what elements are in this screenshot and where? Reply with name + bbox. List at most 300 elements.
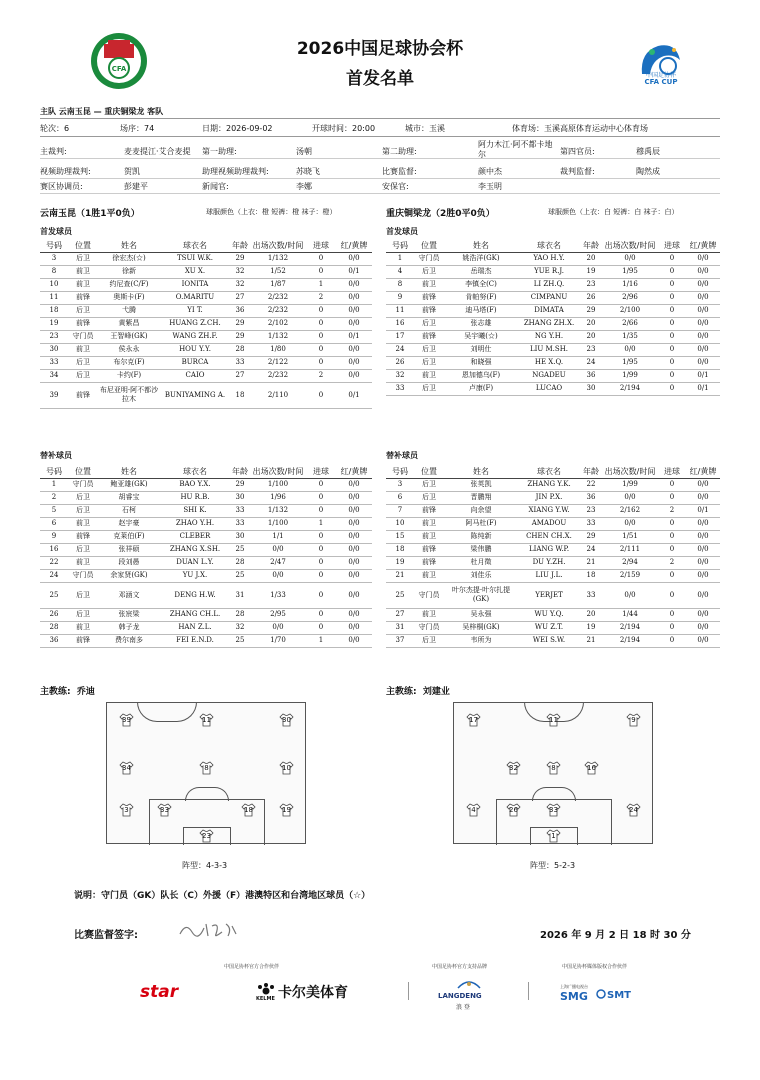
table-cell: 0/0 (250, 569, 306, 582)
official-name: 苏晓飞 (296, 167, 320, 176)
table-cell: ZHANG X.SH. (160, 543, 230, 556)
table-cell: 0 (306, 356, 336, 369)
table-cell: 1 (40, 478, 68, 491)
teams-line: 主队 云南玉昆 — 重庆铜梁龙 客队 (40, 107, 164, 116)
table-cell: 0 (306, 478, 336, 491)
table-row (40, 356, 372, 369)
table-cell: 1/132 (250, 504, 306, 517)
table-cell: 0/0 (686, 608, 720, 621)
column-header: 球衣名 (518, 466, 580, 478)
table-cell: 0/0 (686, 291, 720, 304)
official-role: 新闻官: (202, 182, 229, 191)
home-formation: 阵型：4-3-3 (182, 861, 228, 870)
table-cell: 0/0 (602, 252, 658, 265)
jersey-number: 18 (244, 806, 253, 814)
table-cell: 18 (40, 304, 68, 317)
table-row (40, 530, 372, 543)
table-cell: 梁伟鹏 (444, 543, 518, 556)
home-starters-label: 首发球员 (40, 227, 72, 236)
column-header: 进球 (306, 240, 336, 252)
table-cell: 32 (230, 621, 250, 634)
table-cell: 0/0 (686, 252, 720, 265)
table-cell: 24 (580, 543, 602, 556)
table-cell: 0 (658, 569, 686, 582)
pitch-penalty-arc (532, 787, 576, 801)
official-role: 主裁判: (40, 147, 67, 156)
jersey-marker (546, 829, 561, 843)
away-subs-label: 替补球员 (386, 451, 418, 460)
page-title: 2026中国足球协会杯 (296, 39, 464, 59)
kickoff-label: 开球时间： (312, 124, 352, 133)
table-cell: 1/132 (250, 252, 306, 265)
away-formation: 阵型：5-2-3 (530, 861, 576, 870)
table-cell: 0 (658, 330, 686, 343)
table-cell: JIN P.X. (518, 491, 580, 504)
table-cell: 0 (306, 330, 336, 343)
table-cell: 33 (40, 356, 68, 369)
away-team-title: 重庆铜梁龙（2胜0平0负） (386, 209, 495, 219)
table-cell: 30 (40, 343, 68, 356)
table-cell: 29 (230, 330, 250, 343)
table-cell: O.MARITU (160, 291, 230, 304)
round-value: 6 (64, 124, 70, 133)
column-header: 出场次数/时间 (602, 240, 658, 252)
table-cell: 黄紫昌 (98, 317, 160, 330)
venue-label: 体育场： (512, 124, 544, 133)
column-header: 位置 (68, 466, 98, 478)
signature-label: 比赛监督签字: (74, 930, 138, 941)
official-role: 安保官: (382, 182, 409, 191)
city-label: 城市： (405, 124, 429, 133)
table-cell: WEI S.W. (518, 634, 580, 647)
table-cell: 0 (658, 278, 686, 291)
table-cell: 1/33 (250, 582, 306, 608)
table-cell: 0 (658, 291, 686, 304)
jersey-marker (466, 803, 481, 817)
away-coach (386, 684, 450, 697)
table-row (40, 252, 372, 265)
star-logo: star (140, 982, 179, 1002)
table-cell: 后卫 (414, 634, 444, 647)
table-cell: 吴宇曦(☆) (444, 330, 518, 343)
table-cell: 8 (40, 265, 68, 278)
table-cell: 1/99 (602, 478, 658, 491)
away-coach-label: 主教练: (386, 687, 417, 697)
table-cell: 25 (40, 582, 68, 608)
table-cell: DENG H.W. (160, 582, 230, 608)
column-header: 姓名 (98, 466, 160, 478)
table-cell: 15 (386, 530, 414, 543)
table-cell: 0/0 (686, 517, 720, 530)
table-cell: 3 (40, 252, 68, 265)
table-cell: 2 (40, 491, 68, 504)
table-cell: 24 (580, 356, 602, 369)
jersey-marker (584, 761, 599, 775)
table-cell: DUAN L.Y. (160, 556, 230, 569)
table-cell: 和晓强 (444, 356, 518, 369)
table-cell: 9 (386, 291, 414, 304)
table-row (386, 504, 720, 517)
supervisor-signature (176, 918, 240, 942)
column-header: 号码 (386, 240, 414, 252)
table-row (40, 291, 372, 304)
table-cell: 0/1 (336, 265, 372, 278)
table-row (386, 252, 720, 265)
table-cell: 弋腾 (98, 304, 160, 317)
table-cell: HE X.Q. (518, 356, 580, 369)
column-header: 红/黄牌 (336, 240, 372, 252)
jersey-marker (199, 761, 214, 775)
table-cell: 0/0 (250, 621, 306, 634)
table-cell: 前卫 (414, 369, 444, 382)
table-row (40, 608, 372, 621)
table-cell: NG Y.H. (518, 330, 580, 343)
table-cell: 布尼亚明·阿不都沙拉木 (98, 382, 160, 408)
jersey-number: 33 (549, 806, 558, 814)
table-cell: 31 (386, 621, 414, 634)
column-header: 年龄 (580, 240, 602, 252)
table-cell: ZHANG CH.L. (160, 608, 230, 621)
table-cell: 0/0 (336, 317, 372, 330)
smg-small: 上海广播电视台 (560, 984, 588, 989)
table-cell: HOU Y.Y. (160, 343, 230, 356)
table-cell: 杜月徵 (444, 556, 518, 569)
table-cell: 0/0 (336, 582, 372, 608)
home-kit: 球服颜色（上衣：橙 短裤：橙 袜子：橙） (206, 208, 337, 216)
cfa-logo-text: CFA (111, 65, 127, 73)
table-header (386, 240, 720, 252)
table-cell: 0/1 (686, 382, 720, 395)
column-header: 位置 (414, 240, 444, 252)
table-cell: 25 (386, 582, 414, 608)
cup-logo-en: CFA CUP (644, 78, 678, 86)
table-row (40, 265, 372, 278)
jersey-marker (241, 803, 256, 817)
table-cell: 后卫 (414, 382, 444, 395)
table-cell: 守门员 (414, 621, 444, 634)
official-name: 麦麦提江·艾合麦提 (124, 147, 191, 156)
table-cell: 30 (230, 530, 250, 543)
table-cell: 0 (306, 491, 336, 504)
official-name: 李娜 (296, 182, 312, 191)
table-cell: 1/70 (250, 634, 306, 647)
table-cell: 0 (306, 543, 336, 556)
table-row (40, 634, 372, 647)
table-cell: YERJET (518, 582, 580, 608)
table-cell: 0 (658, 343, 686, 356)
table-cell: 0/1 (336, 382, 372, 408)
table-cell: 11 (40, 291, 68, 304)
column-header: 位置 (414, 466, 444, 478)
official-name: 贺凯 (124, 167, 140, 176)
match-no-value: 74 (144, 124, 155, 133)
table-cell: 向余望 (444, 504, 518, 517)
jersey-marker (626, 803, 641, 817)
table-cell: 1/35 (602, 330, 658, 343)
venue-info (512, 123, 648, 134)
divider (40, 136, 720, 137)
sponsor-caption-partner: 中国足协杯官方合作伙伴 (224, 964, 280, 970)
kelme-paw-icon (256, 983, 276, 995)
table-cell: 2/122 (250, 356, 306, 369)
table-cell: 0/0 (336, 621, 372, 634)
table-cell: 1/51 (602, 530, 658, 543)
signature-datetime: 2026 年 9 月 2 日 18 时 30 分 (540, 930, 691, 941)
home-coach (40, 684, 95, 697)
table-cell: 徐宏杰(☆) (98, 252, 160, 265)
table-cell: 2/100 (602, 304, 658, 317)
kickoff-info (312, 123, 375, 134)
table-cell: 33 (386, 382, 414, 395)
home-pitch (106, 702, 306, 844)
table-cell: 0/0 (602, 491, 658, 504)
table-cell: 后卫 (414, 478, 444, 491)
jersey-number: 17 (469, 716, 478, 724)
jersey-marker (279, 761, 294, 775)
official-role: 视频助理裁判: (40, 167, 91, 176)
table-cell: 37 (386, 634, 414, 647)
city-info (405, 123, 445, 134)
match-no-label: 场序： (120, 124, 144, 133)
jersey-marker (157, 803, 172, 817)
table-cell: 岳瑞杰 (444, 265, 518, 278)
table-cell: 前锋 (414, 304, 444, 317)
table-cell: 守门员 (414, 582, 444, 608)
official-name: 陶然成 (636, 167, 660, 176)
table-cell: 0/0 (336, 634, 372, 647)
table-cell: 5 (40, 504, 68, 517)
table-cell: 1 (306, 517, 336, 530)
table-cell: 1/52 (250, 265, 306, 278)
column-header: 进球 (658, 240, 686, 252)
table-cell: 2/47 (250, 556, 306, 569)
smg-logo: SMG (560, 990, 588, 1003)
table-cell: 10 (386, 517, 414, 530)
table-cell: LIU J.L. (518, 569, 580, 582)
official-role: 比赛监督: (382, 167, 417, 176)
table-cell: 29 (580, 530, 602, 543)
table-cell: WANG ZH.F. (160, 330, 230, 343)
table-cell: 张志雄 (444, 317, 518, 330)
table-cell: IONITA (160, 278, 230, 291)
table-cell: 33 (230, 517, 250, 530)
sponsor-divider (408, 982, 409, 1000)
table-cell: 2/194 (602, 634, 658, 647)
venue-value: 玉溪高原体育运动中心体育场 (544, 124, 648, 133)
table-row (40, 478, 372, 491)
table-cell: 前锋 (68, 382, 98, 408)
jersey-number: 26 (509, 806, 518, 814)
table-cell: LIU M.SH. (518, 343, 580, 356)
table-cell: 守门员 (68, 569, 98, 582)
jersey-number: 4 (471, 806, 476, 814)
table-cell: ZHANG ZH.X. (518, 317, 580, 330)
table-cell: BAO Y.X. (160, 478, 230, 491)
column-header: 姓名 (444, 466, 518, 478)
table-cell: 0 (658, 356, 686, 369)
table-row (386, 543, 720, 556)
table-cell: 0 (658, 543, 686, 556)
table-cell: 张英凯 (444, 478, 518, 491)
table-cell: 姚浩洋(GK) (444, 252, 518, 265)
kelme-logo: 卡尔美体育 (278, 985, 348, 1001)
table-row (386, 356, 720, 369)
table-cell: 0/0 (686, 265, 720, 278)
column-header: 号码 (386, 466, 414, 478)
table-cell: 0/0 (336, 556, 372, 569)
table-row (40, 517, 372, 530)
jersey-number: 16 (587, 764, 596, 772)
table-cell: 0 (658, 382, 686, 395)
round-label: 轮次： (40, 124, 64, 133)
table-cell: 2/111 (602, 543, 658, 556)
table-cell: 2/102 (250, 317, 306, 330)
table-cell: 0 (306, 504, 336, 517)
table-cell: 0/0 (336, 530, 372, 543)
jersey-number: 11 (549, 716, 558, 724)
column-header: 号码 (40, 466, 68, 478)
table-cell: 0 (658, 369, 686, 382)
table-cell: 前锋 (68, 317, 98, 330)
official-name: 颜中杰 (478, 167, 502, 176)
city-value: 玉溪 (429, 124, 445, 133)
table-row (386, 491, 720, 504)
table-cell: 0/0 (686, 530, 720, 543)
table-cell: 29 (230, 478, 250, 491)
table-cell: 0 (306, 317, 336, 330)
table-cell: 王智峰(GK) (98, 330, 160, 343)
table-cell: LUCAO (518, 382, 580, 395)
column-header: 出场次数/时间 (602, 466, 658, 478)
table-cell: 34 (40, 369, 68, 382)
table-row (386, 556, 720, 569)
table-cell: 22 (580, 478, 602, 491)
match-no-info (120, 123, 154, 134)
official-role: 第二助理: (382, 147, 417, 156)
table-cell: 19 (386, 556, 414, 569)
away-starters-table (386, 240, 720, 396)
table-cell: 费尔南多 (98, 634, 160, 647)
table-row (40, 317, 372, 330)
table-row (40, 491, 372, 504)
table-cell: 后卫 (68, 252, 98, 265)
table-cell: 0 (658, 621, 686, 634)
sponsor-caption-media: 中国足协杯媒体版权合作伙伴 (562, 964, 628, 970)
table-cell: 0 (306, 608, 336, 621)
table-cell: 23 (40, 330, 68, 343)
jersey-number: 8 (204, 764, 209, 772)
table-row (40, 556, 372, 569)
table-cell: 26 (40, 608, 68, 621)
home-coach-label: 主教练: (40, 687, 71, 697)
table-cell: 奥斯卡(F) (98, 291, 160, 304)
table-cell: 0/0 (250, 543, 306, 556)
table-cell: 32 (386, 369, 414, 382)
table-cell: 赵宇豪 (98, 517, 160, 530)
table-cell: DU Y.ZH. (518, 556, 580, 569)
table-cell: 余家贤(GK) (98, 569, 160, 582)
jersey-number: 3 (124, 806, 129, 814)
table-cell: 22 (40, 556, 68, 569)
pitch-center-arc (137, 702, 197, 722)
home-subs-label: 替补球员 (40, 451, 72, 460)
table-cell: 20 (580, 317, 602, 330)
table-cell: 2/94 (602, 556, 658, 569)
jersey-marker (199, 829, 214, 843)
table-row (386, 569, 720, 582)
table-cell: 0 (306, 569, 336, 582)
official-role: 助理视频助理裁判: (202, 167, 269, 176)
home-starters-table (40, 240, 372, 409)
table-cell: 2/95 (250, 608, 306, 621)
table-cell: 1/80 (250, 343, 306, 356)
table-cell: 1 (306, 278, 336, 291)
table-cell: WU Z.T. (518, 621, 580, 634)
column-header: 姓名 (444, 240, 518, 252)
table-cell: 17 (386, 330, 414, 343)
table-cell: 1/44 (602, 608, 658, 621)
table-cell: 28 (230, 343, 250, 356)
table-cell: 吴永强 (444, 608, 518, 621)
table-cell: 36 (230, 304, 250, 317)
table-cell: 刘佳乐 (444, 569, 518, 582)
official-name: 李玉明 (478, 182, 502, 191)
jersey-number: 39 (122, 716, 131, 724)
column-header: 红/黄牌 (686, 466, 720, 478)
table-cell: 20 (580, 330, 602, 343)
table-cell: 0/0 (686, 569, 720, 582)
table-cell: 0/0 (686, 304, 720, 317)
table-cell: 2 (658, 504, 686, 517)
table-cell: 前锋 (68, 634, 98, 647)
table-cell: 0 (306, 530, 336, 543)
table-row (386, 634, 720, 647)
table-cell: 18 (386, 543, 414, 556)
table-cell: 27 (230, 369, 250, 382)
jersey-marker (466, 713, 481, 727)
table-cell: 20 (580, 252, 602, 265)
round-info (40, 123, 69, 134)
table-cell: 前锋 (68, 530, 98, 543)
table-cell: 0/0 (686, 478, 720, 491)
table-cell: ZHANG Y.K. (518, 478, 580, 491)
table-cell: 前卫 (414, 530, 444, 543)
official-role: 第一助理: (202, 147, 237, 156)
table-cell: 16 (40, 543, 68, 556)
table-cell: 0 (658, 517, 686, 530)
table-cell: 迪马塔(F) (444, 304, 518, 317)
table-cell: NGADEU (518, 369, 580, 382)
table-cell: 吴梓桐(GK) (444, 621, 518, 634)
away-subs-table (386, 466, 720, 648)
table-cell: 18 (580, 569, 602, 582)
table-cell: 2 (658, 556, 686, 569)
jersey-number: 34 (122, 764, 131, 772)
table-cell: 25 (230, 543, 250, 556)
table-cell: 23 (580, 278, 602, 291)
table-cell: 0/0 (686, 556, 720, 569)
table-cell: 2/96 (602, 291, 658, 304)
table-cell: 前卫 (414, 517, 444, 530)
table-cell: 26 (386, 356, 414, 369)
table-cell: 后卫 (68, 304, 98, 317)
table-cell: 前锋 (414, 556, 444, 569)
table-row (386, 517, 720, 530)
table-cell: 石柯 (98, 504, 160, 517)
table-cell: LI ZH.Q. (518, 278, 580, 291)
table-cell: 25 (230, 569, 250, 582)
table-cell: 韩子龙 (98, 621, 160, 634)
